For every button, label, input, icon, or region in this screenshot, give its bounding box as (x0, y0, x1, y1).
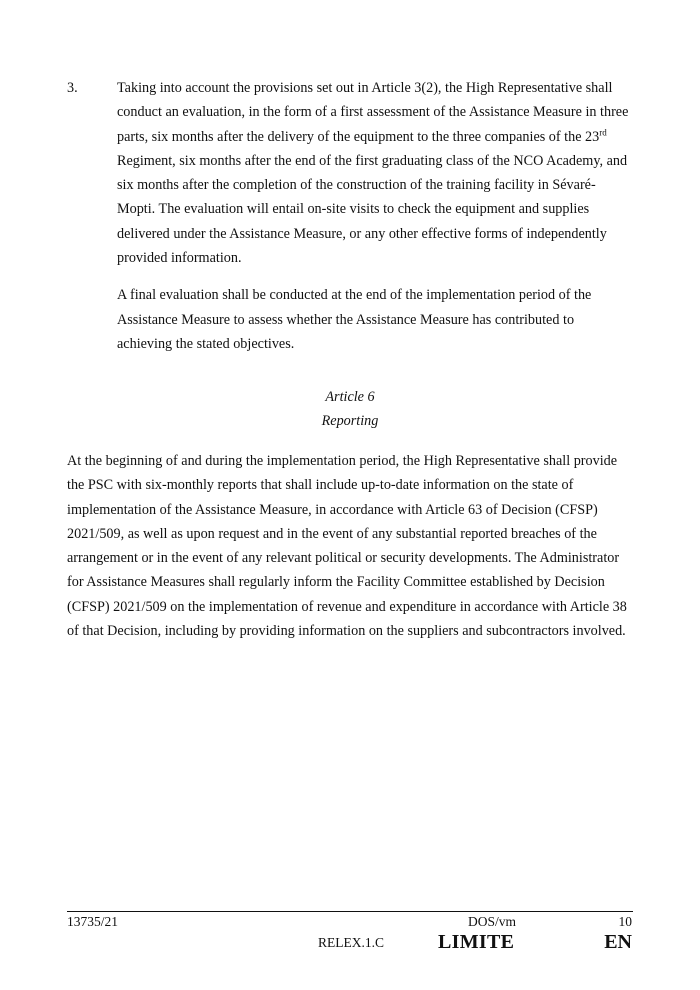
document-reference: 13735/21 (67, 914, 119, 929)
article-number: Article 6 (325, 389, 375, 405)
language-code: EN (604, 931, 632, 953)
numbered-paragraph-3 (67, 76, 632, 369)
author-code: DOS/vm (468, 914, 517, 929)
reporting-paragraph: At the beginning of and during the implementation period, the High Representative shall provide the PSC with six-monthly reports that shall include up-to-date information on the state of implementation of the Assistance Measure, in accordance with Article 63 of Decision (CFSP) 2021/509, as well as upon request and in the event of any substantial reported breaches of the arrangement or in the event of any relevant political or security developments. The Administrator for Assistance Measures shall regularly inform the Facility Committee established by Decision (CFSP) 2021/509 on the implementation of revenue and expenditure in accordance with Article 38 of that Decision, including by providing information on the suppliers and subcontractors involved. (67, 453, 627, 640)
paragraph-number: 3. (67, 80, 78, 96)
ordinal-suffix: rd (599, 126, 607, 137)
paragraph-body (117, 76, 632, 356)
page-number: 10 (618, 914, 632, 929)
evaluation-text-part1: Taking into account the provisions set out in Article 3(2), the High Representative shall conduct an evaluation, in the form of a first assessment of the Assistance Measure in three parts, six months after the delivery of the equipment to the three companies of the 23 (117, 80, 629, 145)
footer-divider (67, 911, 633, 912)
department-code: RELEX.1.C (318, 935, 384, 950)
evaluation-paragraph (117, 76, 632, 270)
evaluation-text-part2: Regiment, six months after the end of the first graduating class of the NCO Academy, and six months after the completion of the construction of the training facility in Sévaré-Mopti. The evaluation will entail on-site visits to check the equipment and supplies delivered under the Assistance Measure, or any other effective forms of independently provided information. (117, 152, 628, 267)
classification-marking: LIMITE (438, 931, 515, 953)
final-evaluation-paragraph: A final evaluation shall be conducted at the end of the implementation period of the Assistance Measure to assess whether the Assistance Measure has contributed to achieving the stated objectives. (117, 287, 592, 352)
article-title: Reporting (321, 413, 379, 429)
